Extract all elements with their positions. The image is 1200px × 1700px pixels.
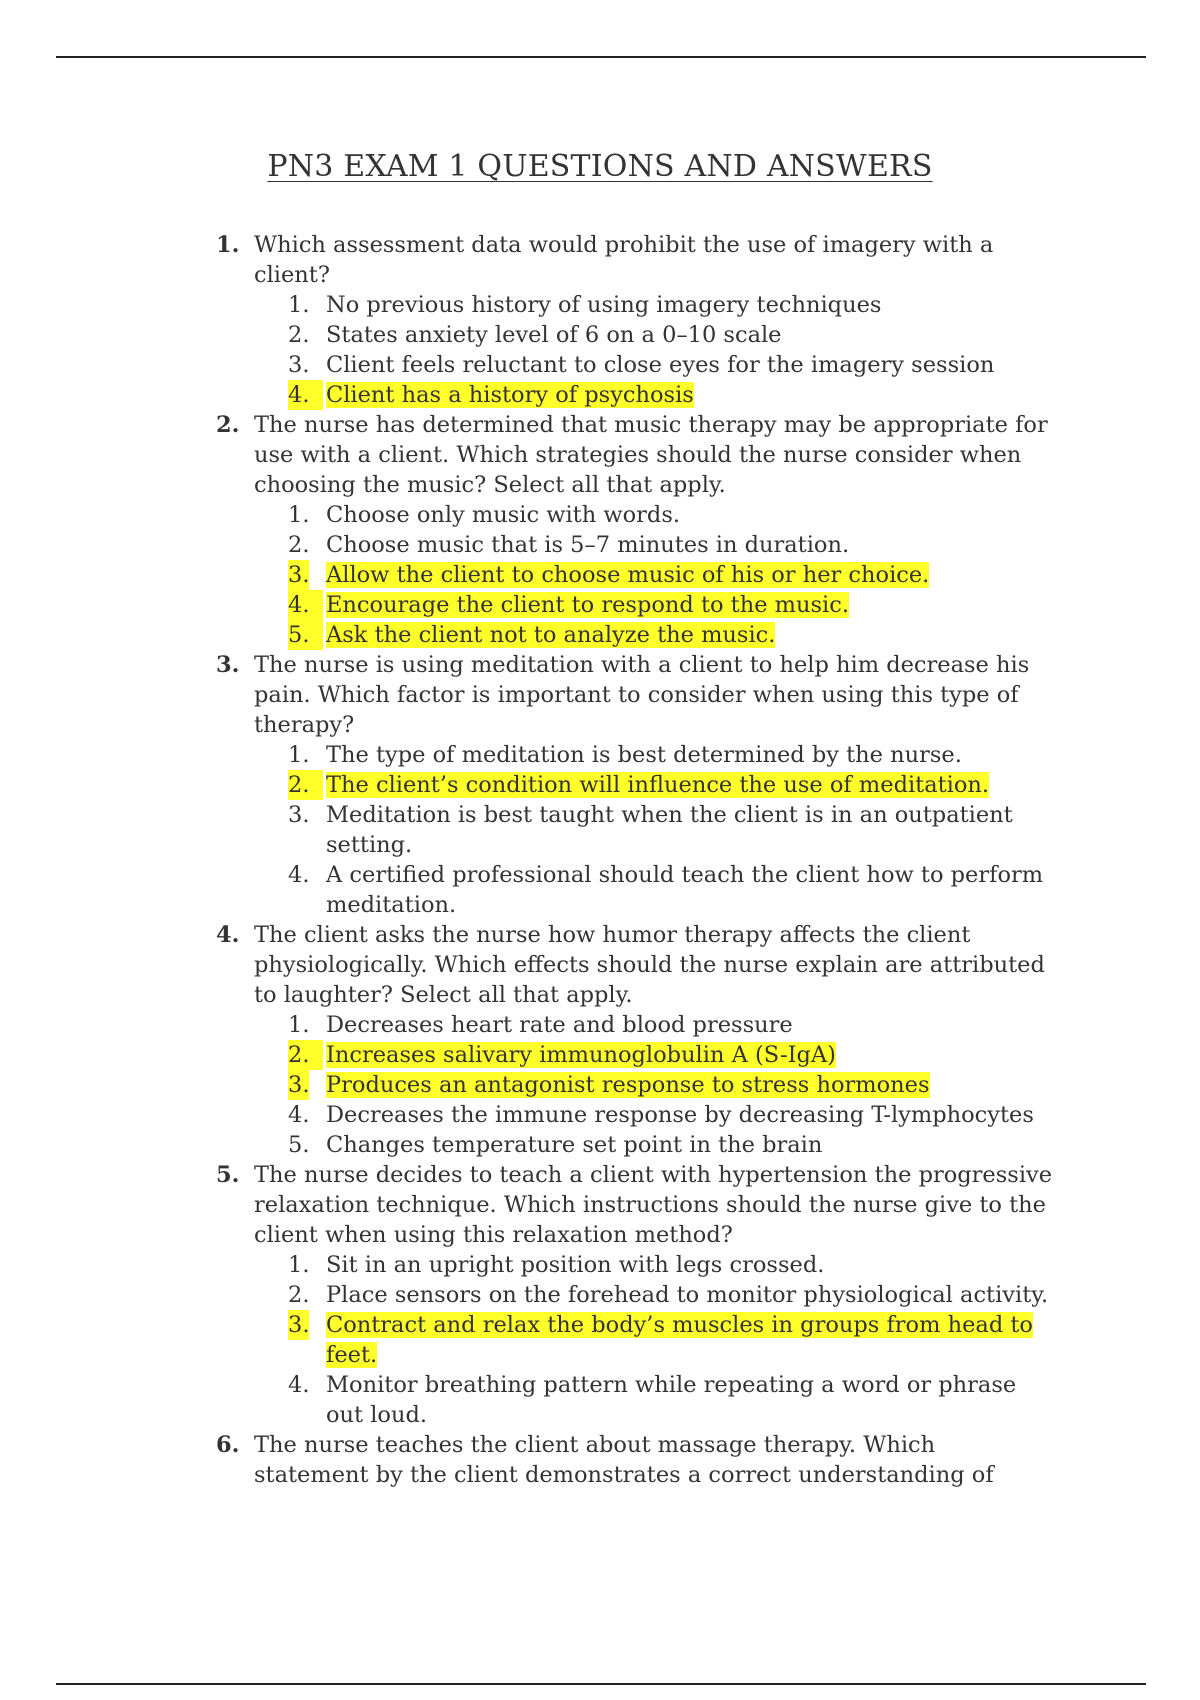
option-text: Contract and relax the body’s muscles in groups from head to feet. <box>326 1312 1033 1368</box>
option-text: Meditation is best taught when the client is in an outpatient setting. <box>326 802 1013 858</box>
question-number: 3. <box>216 652 240 678</box>
option-text: Decreases heart rate and blood pressure <box>326 1012 793 1038</box>
answer-option <box>288 1250 1056 1280</box>
question-3 <box>216 650 1056 920</box>
question-1 <box>216 230 1056 410</box>
option-number: 4. <box>288 590 323 620</box>
question-number: 5. <box>216 1162 240 1188</box>
answer-option <box>288 800 1056 860</box>
option-text: Monitor breathing pattern while repeating a word or phrase out loud. <box>326 1372 1017 1428</box>
answer-option <box>288 290 1056 320</box>
option-number: 2. <box>288 770 323 800</box>
answer-option-highlighted <box>288 1310 1056 1370</box>
answer-option <box>288 350 1056 380</box>
answer-option-highlighted <box>288 380 1056 410</box>
question-text: The nurse has determined that music therapy may be appropriate for use with a client. Which strategies should the nurse consider when choosing the music? Select all that apply. <box>254 412 1048 498</box>
answer-option-highlighted <box>288 1070 1056 1100</box>
option-number: 1. <box>288 742 310 768</box>
option-text: Produces an antagonist response to stress hormones <box>326 1072 930 1098</box>
option-number: 5. <box>288 620 323 650</box>
answer-options <box>254 290 1056 410</box>
answer-option-highlighted <box>288 560 1056 590</box>
option-number: 1. <box>288 1012 310 1038</box>
option-number: 2. <box>288 322 310 348</box>
option-number: 2. <box>288 532 310 558</box>
question-text: The nurse is using meditation with a client to help him decrease his pain. Which factor is important to consider when using this type of therapy? <box>254 652 1030 738</box>
question-number: 1. <box>216 232 240 258</box>
option-number: 4. <box>288 862 310 888</box>
option-text: Ask the client not to analyze the music. <box>326 622 776 648</box>
answer-options <box>254 740 1056 920</box>
answer-options <box>254 500 1056 650</box>
answer-option <box>288 1280 1056 1310</box>
option-number: 3. <box>288 352 310 378</box>
option-text: Sit in an upright position with legs crossed. <box>326 1252 825 1278</box>
option-number: 1. <box>288 502 310 528</box>
option-text: Changes temperature set point in the brain <box>326 1132 823 1158</box>
answer-option <box>288 530 1056 560</box>
option-text: States anxiety level of 6 on a 0–10 scale <box>326 322 782 348</box>
option-number: 1. <box>288 292 310 318</box>
option-text: Client feels reluctant to close eyes for the imagery session <box>326 352 995 378</box>
option-text: Decreases the immune response by decreasing T-lymphocytes <box>326 1102 1034 1128</box>
option-text: Choose music that is 5–7 minutes in duration. <box>326 532 850 558</box>
answer-option-highlighted <box>288 770 1056 800</box>
question-text: The nurse decides to teach a client with hypertension the progressive relaxation technique. Which instructions should the nurse give to the client when using this relaxation method? <box>254 1162 1053 1248</box>
option-text: A certified professional should teach the client how to perform meditation. <box>326 862 1044 918</box>
page-title <box>0 148 1200 186</box>
option-number: 2. <box>288 1282 310 1308</box>
answer-option-highlighted <box>288 590 1056 620</box>
option-text: Encourage the client to respond to the music. <box>326 592 850 618</box>
option-number: 1. <box>288 1252 310 1278</box>
question-list <box>216 230 1056 1490</box>
question-text: The nurse teaches the client about massage therapy. Which statement by the client demonstrates a correct understanding of <box>254 1432 994 1488</box>
option-text: The type of meditation is best determined by the nurse. <box>326 742 962 768</box>
question-number: 4. <box>216 922 240 948</box>
option-text: Client has a history of psychosis <box>326 382 694 408</box>
question-5 <box>216 1160 1056 1430</box>
option-number: 3. <box>288 802 310 828</box>
answer-option <box>288 1100 1056 1130</box>
answer-option <box>288 320 1056 350</box>
answer-option-highlighted <box>288 620 1056 650</box>
option-number: 5. <box>288 1132 310 1158</box>
question-text: Which assessment data would prohibit the use of imagery with a client? <box>254 232 994 288</box>
option-text: No previous history of using imagery techniques <box>326 292 882 318</box>
question-2 <box>216 410 1056 650</box>
answer-option-highlighted <box>288 1040 1056 1070</box>
question-number: 2. <box>216 412 240 438</box>
answer-option <box>288 1130 1056 1160</box>
option-text: Allow the client to choose music of his or her choice. <box>326 562 930 588</box>
option-number: 3. <box>288 1312 310 1338</box>
option-number: 4. <box>288 1102 310 1128</box>
option-text: Choose only music with words. <box>326 502 681 528</box>
option-number: 2. <box>288 1040 323 1070</box>
option-number: 4. <box>288 1372 310 1398</box>
option-number: 4. <box>288 380 323 410</box>
bottom-rule <box>56 1683 1146 1685</box>
question-4 <box>216 920 1056 1160</box>
option-text: Increases salivary immunoglobulin A (S-IgA) <box>326 1042 836 1068</box>
top-rule <box>56 56 1146 58</box>
option-text: Place sensors on the forehead to monitor physiological activity. <box>326 1282 1049 1308</box>
answer-option <box>288 500 1056 530</box>
option-text: The client’s condition will influence the use of meditation. <box>326 772 990 798</box>
answer-options <box>254 1010 1056 1160</box>
option-number: 3. <box>288 562 310 588</box>
question-number: 6. <box>216 1432 240 1458</box>
answer-option <box>288 740 1056 770</box>
option-number: 3. <box>288 1072 310 1098</box>
page-title-text: PN3 EXAM 1 QUESTIONS AND ANSWERS <box>267 149 933 184</box>
answer-option <box>288 1370 1056 1430</box>
question-text: The client asks the nurse how humor therapy affects the client physiologically. Which effects should the nurse explain are attributed to laughter? Select all that apply. <box>254 922 1045 1008</box>
answer-option <box>288 1010 1056 1040</box>
answer-options <box>254 1250 1056 1430</box>
answer-option <box>288 860 1056 920</box>
question-6 <box>216 1430 1056 1490</box>
